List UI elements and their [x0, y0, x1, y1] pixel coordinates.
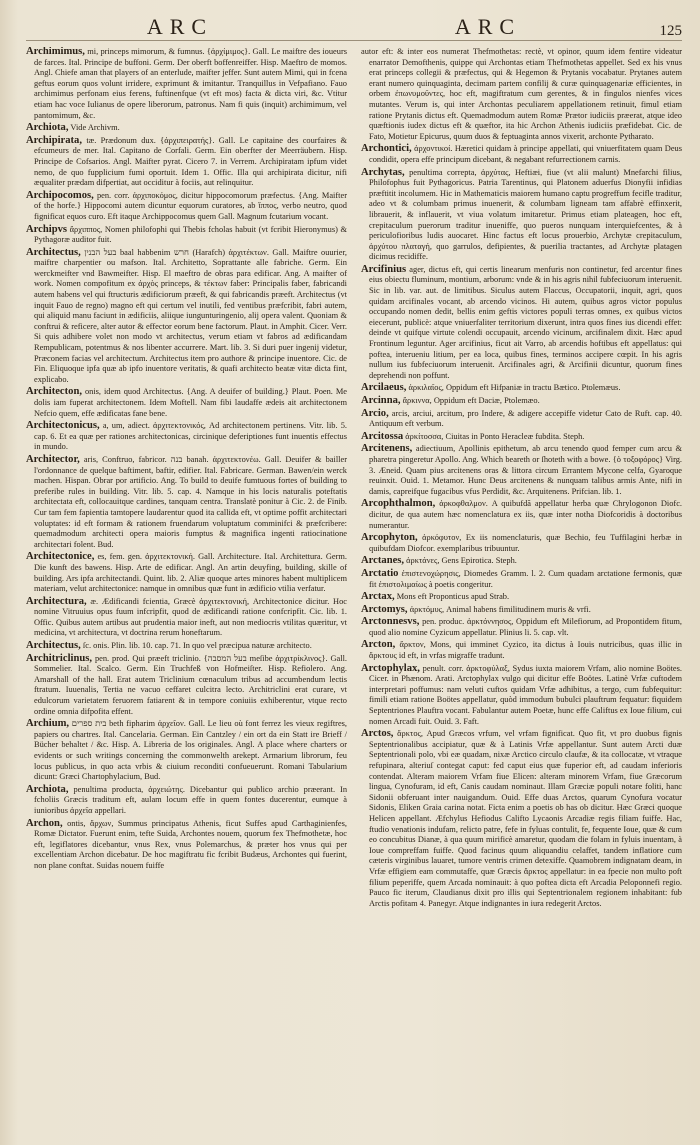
- page-header: [26, 10, 682, 41]
- entry-text: ἄρκιννα, Oppidum eft Daciæ, Ptolemæo.: [402, 396, 540, 405]
- entry-text: tæ. Prædonum dux. {ἀρχιπειρατής}. Gall. Le capitaine des courfaires & efcumeurs de mer. Ital. Capitano de Corfali. Germ. Ein oberfter der Meerräubern. Hisp. Principe de Cofsarios. Angl. Maifter pyrat. Cicero 7. in Verrem. Archipiratam ipfum videt nemo, de quo fupplicium fumi oportuit. Idem 1. Offic. Illa qui archipirata dicitur, nifi æqualiter prædam difpertiat, aut occiditur à fociis, aut relinquitur.: [34, 135, 347, 188]
- entry-headword: Arcophthalmon,: [361, 498, 436, 510]
- entry-text: ἀρκτάνες, Gens Epirotica. Steph.: [406, 556, 517, 566]
- dictionary-entry: [26, 191, 347, 223]
- dictionary-entry: [361, 640, 682, 661]
- entry-text: onis, idem quod Architectus. {Ang. A deuifer of building.} Plaut. Poen. Me dolis iam fuperat architectonem. Idem Moftell. Nam fibi laudaffe ædeis ait architectonem Nefcio quem, effe ædificatas fane bene.: [34, 387, 347, 418]
- running-head-right: ARC: [454, 14, 522, 39]
- entry-headword: Archon,: [26, 817, 63, 829]
- entry-headword: Architectus,: [26, 246, 81, 258]
- entry-text: aris, Conftruo, fabricor. בנה banah. ἀρχιτεκτονέω. Gall. Deuifer & bailler l'ordonnance de quelque baftiment, baftir, edifier. Ital. Fabricare. German. Bawen/ein werck machen. Hispan. Obrar por artificio. Ang. To build to deuife fumtuous fortes of building to preferibe rules in building. Vitr. lib. 5. cap. 4. Namque in his locis naturalis poteftatis architectata eft, collocauitque cardines, tanquam centra. Translatè ponitur à Cic. 2. de Finib. Cur tam fem fapientia tamtopere laudarentur quod ita callida eft, vt optime poffit architectari voluptates: id eft formam & rationem fruendarum voluptatum comminifci & præfcribere: quemadmodum architecti opera maioris fumptus & magnifica ingenti ratiocinatione architectari folent. Bud.: [34, 454, 347, 549]
- entry-text: pen. prod. Qui præeft triclinio. {בעל המסבה meſibe ἀρχιτρίκλινος}. Gall. Sommelier. Ital. Scalco. Germ. Ein Truchfeß von Hofmeiſter. Hisp. Refiolero. Ang. Amarshall of the hall. Erat autem Triclinium cœnaculum tribus ad accumbendum lectis ftratum. Iuuenalis, Tertia ne vacuo ceffaret culcitra lecto. Architriclini erat curare, vt edulcorum varietatem feruorem fatiarent & in tempore coniuiis exhiberentur, vtque recto ordine omnia difpofita effent.: [34, 653, 347, 716]
- entry-text: penultima correpta, ἀρχύτας, Heftiæi, fiue (vt alii malunt) Mnefarchi filius, Philofophus fuit Pythagoricus. Patria Tarentinus, qui Platonem aduerfus Dionyfii infidias præftitit incolumem. Hic in Mathematicis maiorem humano captu progreffum fecifle traditur, adeo vt & columbam primus inuenerit, & columbam ligneam tam affabrè effinxerit, librauerit, & inflauerit, vt viua volatum imitaretur. Primus etiam plateagen, hoc eft, crepitaculum puerorum traditur inueniffe, quo pueros nunquam interquiefcentes, & à periculofioribus ludis auocaret. Hinc factus eft locus prouerbio, Archytæ crepitaculum, ἀρχύτου πλαταγή, quo garrulos, defipientes, & pueriliа tractantes, ad Archytæ platagen dicimus recidiffe.: [369, 167, 682, 262]
- entry-text: Mons eft Proponticus apud Strab.: [396, 592, 510, 602]
- entry-headword: Arcio,: [361, 407, 389, 419]
- dictionary-entry: [26, 136, 347, 189]
- entry-headword: Arctomys,: [361, 603, 408, 615]
- entry-text: ἀρκιλαῖος, Oppidum eft Hifpaniæ in tractu Bætico. Ptolemæus.: [408, 383, 621, 393]
- page-number: 125: [659, 23, 682, 39]
- entry-headword: Arctax,: [361, 591, 395, 603]
- entry-text: ἄρχιππος, Nomen philofophi qui Thebis fcholas habuit (vt fcribit Hieronymus) & Pythagoræ auditor fuit.: [34, 224, 347, 245]
- dictionary-entry: [26, 654, 347, 718]
- dictionary-entry: [26, 248, 347, 386]
- entry-headword: Architecton,: [26, 386, 82, 398]
- entry-text: ager, dictus eft, qui certis linearum menfuris non continetur, fed arcentur fines eius obiectu fluminum, montium, arborum: vnde & in his agris nihil fubfeciuorum interuenit. Sic in lib. var. aut. de limitibus. Siculus autem Flaccus, Occupatorii, inquit, agri, quos quidam arcifinales vocant, ab arcendo vicinos. Hi autem, quibus agros victor populus occupando nomen dedit, bellis enim geftis victores populi terras omnes, ex quibus victos eiecerunt, publicè: atque vniuerfaliter territorium dixerunt, intra quos fines ius dicendi effet: deinde vt quifque virtute colendi occupauit, arcendo vicinum, arcifinalem dixit. Hæc apud Frontinum leguntur. Ager arcifinius, ficut ait Varro, ab arcendis hoftibus eft appellatus: qui poftea, interueniu litium, per ea loca, quibus fines, terminos accipere cœpit. In his agris nullum ius fubfeciuorum interuenit. Arcifinales agri, & Arcifinii dicuntur, quorum fines deprehendi non poffunt.: [369, 264, 682, 380]
- entry-headword: Architector,: [26, 453, 80, 465]
- dictionary-entry: [361, 383, 682, 394]
- entry-text: ontis, ἄρχων, Summus principatus Athenis, ficut Suffes apud Carthaginienfes, Romæ Dictator. Fuerunt enim, tefte Suida, Archontes nouem, quorum fex Thefmothetæ, hoc eft, legiflatores dicebantur, vnus Rex, vnus Polemarchus, & præter hos vnus qui per excellentiam Archon dicebatur. De hoc magiftratu fic fcribit Budæus, Archontes qui fuerint, non plane conftat. Suidas nouem fuiffe: [34, 818, 347, 870]
- dictionary-entry: [361, 592, 682, 603]
- entry-headword: Archium,: [26, 718, 70, 730]
- dictionary-entry: [361, 47, 682, 142]
- entry-text: ſc. onis. Plin. lib. 10. cap. 71. In quo vel præcipua naturæ architecto.: [82, 641, 312, 651]
- entry-headword: Architectura,: [26, 595, 87, 607]
- dictionary-entry: [361, 168, 682, 263]
- dictionary-entry: [26, 123, 347, 134]
- dictionary-entry: [26, 641, 347, 652]
- entry-text: ἄρκτον, Mons, qui imminet Cyzico, ita dictus à Iouis nutricibus, quas illic in ἄρκτους id eft, in vrfas migraffe tradunt.: [369, 640, 682, 661]
- entry-headword: Arcifinius: [361, 263, 407, 275]
- dictionary-entry: [361, 144, 682, 165]
- entry-headword: Arctos,: [361, 728, 394, 740]
- entry-headword: Arctatio: [361, 567, 399, 579]
- dictionary-entry: [361, 409, 682, 430]
- entry-headword: Archipvs: [26, 223, 68, 235]
- entry-headword: Architectus,: [26, 640, 81, 652]
- entry-text: ἀρκόφυτον, Ex iis nomenclaturis, quæ Bechio, feu Tuffilagini herbæ in quibufdam Diofcor. exemplaribus tribuuntur.: [369, 533, 682, 553]
- entry-text: ἀρκτόμυς, Animal habens fimilitudinem muris & vrfi.: [409, 604, 591, 614]
- entry-headword: Architectonicus,: [26, 420, 100, 432]
- entry-headword: Arcitenens,: [361, 443, 413, 455]
- entry-text: penultima producta, ἀρχειώτης. Dicebantur qui publico archio præerant. In fcholiis Græcis traditum eft, aulam locum effe in quem fontes ducerentur, eumque à iunioribus ἀρχεῖα appellari.: [34, 784, 347, 815]
- entry-text: pen. produc. ἀρκτόννησος, Oppidum eft Milefiorum, ad Propontidem fitum, quod alio nomine Cyzicum appellatur. Plinius li. 5. cap. vlt.: [369, 617, 682, 637]
- dictionary-entry: [361, 432, 682, 443]
- entry-headword: Architriclinus,: [26, 652, 93, 664]
- entry-headword: Archipocomos,: [26, 189, 94, 201]
- entry-headword: Archytas,: [361, 166, 405, 178]
- entry-text: penult. corr. ἀρκτοφύλαξ, Sydus iuxta maiorem Vrfam, alio nomine Boötes. Cicer. in Phænom. Arati. Arctophylax vulgo qui dicitur effe Boötes. Latinè Vrfæ cuftodem interpretari poffumus: nam veluti cuftos quidam Vrfæ adhibitus, a tergo, cum fubfequitur: fimili etiam ratione Boötes appellatur, quòd immodum bubulci plauftrum fequatur: fiquidem Septentriones Plauftra vocant. Fabulantur autem Poetæ, hunc effe Califtus ex Ioue filium, cui nomen Arcadi fuit. Ouid. 3. Faft.: [369, 663, 682, 726]
- dictionary-entry: [361, 569, 682, 590]
- entry-text: בית ספרים beth fipharim ἀρχεῖον. Gall. Le lieu où font ferrez les vieux regiftres, papiers ou chartres. Ital. Cancelaria. German. Ein Cantzley / ein ort da ein Statt ire Brieff / Bücher behaltet / &c. Hisp. A. Libreria de los originales. Angl. A place where charters or evidents or such writings concerning the commonwelth arekept. Armarium librorum, feu locus publicus, in quo acta vrbis & ciuium reconditi confueuerunt. Romani Tabularium dicunt: Græci Chartophylacium, Bud.: [34, 719, 347, 782]
- entry-text: autor eft: & inter eos numerat Thefmothetas: rectè, vt opinor, quum idem fentire videatur enarrator Demofthenis, quippe qui Archontas etiam Thefmothetas appellet. Sed ex his vnus erat princeps collegii & præfectus, qui & Hegemon & Prytanis vocabatur. Prytanes autem erant numero quinquaginta, decimam partem confilij & curæ quinquagenariæ efficientes, in orbem ἐπωνυμοῦντες, hoc eft, magiftratum cum gerentes, & in fingulos nienfes vices mutantes. Verum is, qui inter Archontas peculiarem appellationem retinuit, fimul etiam ratione Prytanis dictus eft. Quemadmodum autem Romæ Prætor iudiciis præerat, atque ideo quæftionis iudex dictus eft & quæftor, ita hic Archon Athenis iudiciis præfidebat. Cic. de Fato, Motietur Epicurus, quum duos & feptuaginta annos vixerit, archonte Pytharato.: [361, 47, 682, 141]
- dictionary-entry: [26, 225, 347, 246]
- entry-headword: Archiota,: [26, 122, 69, 134]
- dictionary-entry: [361, 396, 682, 407]
- two-column-body: [26, 47, 682, 1142]
- entry-headword: Arcilaeus,: [361, 382, 407, 394]
- entry-text: arcis, arciui, arcitum, pro Indere, & adigere accepiffe videtur Cato de Ruft. cap. 40. Antiquum eft verbum.: [369, 408, 682, 429]
- dictionary-entry: [26, 455, 347, 550]
- dictionary-entry: [26, 47, 347, 121]
- entry-text: ἄρκτος, Apud Græcos vrfum, vel vrfam fignificat. Quo fit, vt pro duobus fignis Septentrionalibus accipiatur, quæ & à Latinis Vrfæ appellantur. Sunt autem Arcti duæ Septentrionali polo, vbi eæ quadam, nixæ Arctico circulo claufæ, & ita collocatæ, vt vtraque refupinara, alteriuſ contegat caput: fed caput eius quæ fuperior eft, ad caudam inferioris contendat. Alteram maiorem Vrfam fiue Elicen: alteram minorem Vrfam, fiue Græcorum lingua, Cynofuram, id eft, Canis caudam nominaut. Illam Græciæ populi notare foliti, hanc Sidonii obferuant inter nauigandum. Ouid. Effe duas Arctos, quarum Cynofura vocatur Sidonis, Eliken Graia carina notat. Ficta enim a poetis ob has ob dicitur. Hæc Græci quoque Helicen appellant. Æfchylus Hefiodus Califto Lycaonis Arcadiæ regis filiam fuiffe. Hac, ftudio venationis indufam, relicto patre, fefe in fyluas contulit, fe, fequente Ioue, quæ & cum eo concubitus Dianæ, à qua quum mirificè amaretur, quodam die folam in fyluis inuentam, à Ioue compreffam fuiffe. Quod facinus quum aliquandiu celaffet, tandem inflatiore cum cæteris virginibus lauaret, tumore ventris crimen detexiffe. Quamobrem indignatam deam, in Vrfæ effigiem eam commutaffe, quæ Græcis ἄρκτος appellatur: in ea fpecie non multo poft filium peperiffe, quem Arcada nominauit: à quo poftea dicta eft Arcadia Peloponnefi regio. Pauco fic iterum, Claudianus dixit pro illis qui Septentrionalem regionem inhabitant: fub Arctis pofitam 4. Panegyr. Atque indignantes in iura redegerit Arctos.: [369, 729, 682, 908]
- dictionary-entry: [361, 605, 682, 616]
- entry-text: es, fem. gen. ἀρχιτεκτονική. Gall. Architecture. Ital. Architettura. Germ. Die kunft des bawens. Hisp. Arte de edificar. Angl. An artin deuyfing, building, skille of building. Ars ipfa architectandi. Quint. lib. 2. Aliæ quoque artes minores habent multiplicem materiam, velut architectonice: namque in omnibus quæ funt in ædificio vtilia verfatur.: [34, 552, 347, 594]
- entry-text: adiectiuum, Apollinis epithetum, ab arcu tenendo quod femper cum arcu & pharetra pingeretur Apollo. Ang. Which beareth or ſhoteth with a bowe. {ὁ τοξοφόρος} Virg. 3. Æneid. Quam pius arcitenens oras & littora circum Errantem Mycone celfa, Gyaroque reuinxit. Ouid. 1. Metamor. Hunc Deus arcitenens & nunquam talibus armis Ante, nifi in damis, capreifque fugacibus vfus Perdidit, &c. Arquitenens. Prifcian. lib. 1.: [369, 444, 682, 496]
- entry-headword: Architectonice,: [26, 551, 95, 563]
- entry-headword: Arcitossa: [361, 430, 404, 442]
- right-column: [361, 47, 682, 1142]
- dictionary-entry: [361, 533, 682, 554]
- entry-headword: Arctanes,: [361, 555, 405, 567]
- dictionary-entry: [26, 552, 347, 594]
- entry-text: בעל הבנין baal habbenim חרש (Harafch) ἀρχιτέκτων. Gall. Maiftre ouurier, maiftre charpentier ou mafson. Ital. Architetto, Soprattante alle fabriche. Germ. Ein werckmeifter vnd Bawmeifter. Hisp. El maeftro de obras para edificar. Ang. A maifter of work. Nomen compofitum ex ἀρχὸς princeps, & τέκτων faber: Principalis faber, fabricandi autem habens vel qui ftructuris ædificiorum præeft, & qui fabricandis præeft. Architectus (vt inquit Fauo de regno) magno eft qui certum vel inutili, fed ventibus præfcribit, fabri autem, qui aliquid manu faciunt in ædificiis, aliique iungunturingenio, alij opera valent. Quoniam & conftrui & reficere, alter autor & effector eorum bene factorum. Plaut. in Amphit. Cicer. Verr. Si quis adhibere volet non modo vt architectus, verum etiam vt fabros ad ædificandam Rempublicam, potentmus & nos libenter accurrere. Mart. lib. 3. Si duri puer ingenij videtur, Præconem facias vel architectum. Architectus item pro authore & principe inuentore. Cic. de Fin. Eliquoque ipfa quæ ab ipfo inuentore veritatis, & quafi architecto beatæ vitæ dicta fint, explicabo.: [34, 247, 347, 384]
- dictionary-entry: [26, 387, 347, 419]
- dictionary-entry: [361, 265, 682, 382]
- dictionary-entry: [26, 819, 347, 872]
- entry-headword: Arcinna,: [361, 395, 401, 406]
- entry-text: ἐπιστενοχώρησις, Diomedes Gramm. l. 2. Cum quadam arctatione fermonis, quæ fit ἐπιστολιμαίως à poetis congeritur.: [369, 568, 682, 589]
- entry-text: ἀρχοντικοί. Hæretici quidam à principe appellati, qui vniuerfitatem quam Deus condidit, opera effe principum dicebant, & negabant refurrectionem carnis.: [369, 144, 682, 164]
- dictionary-entry: [361, 556, 682, 567]
- entry-headword: Archontici,: [361, 143, 412, 155]
- dictionary-entry: [361, 664, 682, 728]
- entry-headword: Arcophyton,: [361, 532, 418, 544]
- entry-text: pen. corr. ἀρχιποκόμος, dicitur hippocomorum præfectus. {Ang. Maifter of the horfe.} Hippocomi autem dicuntur equorum curatores, ab ἵππος, verbo neutro, quod fignificat equos curo. Eft itaque Archippocomus quem Gall. Magnum fcutarium vocant.: [34, 190, 347, 221]
- entry-headword: Archipirata,: [26, 134, 83, 146]
- dictionary-entry: [26, 785, 347, 817]
- entry-headword: Arctophylax,: [361, 662, 420, 674]
- running-head-left: ARC: [146, 14, 214, 39]
- entry-headword: Archimimus,: [26, 47, 85, 57]
- entry-headword: Arctonnesvs,: [361, 616, 420, 628]
- dictionary-entry: [26, 597, 347, 639]
- dictionary-entry: [361, 617, 682, 638]
- entry-text: ἀρκίτοσσα, Ciuitas in Ponto Heracleæ fubdita. Steph.: [405, 431, 585, 441]
- dictionary-entry: [361, 444, 682, 497]
- dictionary-entry: [26, 421, 347, 453]
- dictionary-entry: [361, 729, 682, 909]
- left-column: [26, 47, 347, 1142]
- entry-text: æ. Ædificandi fcientia, Græcè ἀρχιτεκτονική, Architectonice dicitur. Hoc nomine Vitruuius opus fuum infcripfit, quod de ædificandi ratione confcripfit. Cic. lib. 1. Offic. Quibus autem artibus aut prudentia maior ineft, aut non mediocris vtilitas quæritur, vt medicina, vt architectura, vt doctrina rerum honeftarum.: [34, 596, 347, 638]
- entry-text: Vide Archivm.: [70, 123, 120, 133]
- dictionary-entry: [26, 719, 347, 783]
- entry-text: mi, princeps mimorum, & fumnus. {ἀρχίμιμος}. Gall. Le maiftre des ioueurs de farces. Ital. Principe de buffoni. Germ. Der oberft boffenreiffer. Hisp. Maeftro de momos. Angl. Chiefe aman that players of an enterlude, maifter jeffer. Sunt autem Mimi, qui in fcena geftus eorum quos volunt irridere, exprimunt & imitantur. Tranquillus in Vefpafiano. Fauo archimimus perfonam eius ferens, fuftinenfque (vt eft mos) facta & dicta viri, &c. Vtitur etiam hac voce Iulianus de opere liberorum, patronus. Nam fi quis (inquit) archimimum, vel pantomimum, &c.: [34, 47, 347, 120]
- entry-text: ἀρκοφθαλμον. A quibufdã appellatur herba quæ Chrylogonon Diofc. dicitur, de qua autem hæc nomenclatura ex iis, quæ inter notha Diofcoridis à doctoribus numerantur.: [369, 499, 682, 530]
- dictionary-entry: [361, 499, 682, 531]
- entry-headword: Arcton,: [361, 639, 396, 651]
- entry-text: a, um, adiect. ἀρχιτεκτονικός, Ad architectonem pertinens. Vitr. lib. 5. cap. 6. Et ea quæ per rationes architectonicas, circinique deferiptiones funt inuentis effectus in mundo.: [34, 421, 347, 452]
- entry-headword: Archiota,: [26, 783, 69, 795]
